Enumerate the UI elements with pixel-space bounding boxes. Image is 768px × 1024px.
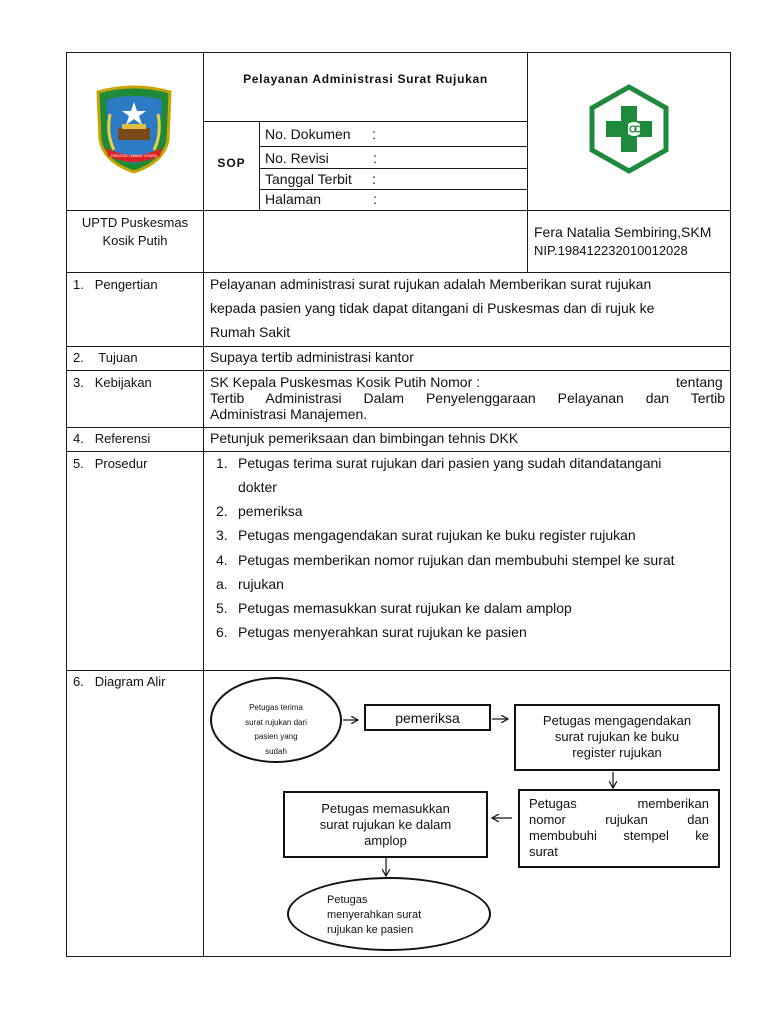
flow-text-line: Petugas xyxy=(529,796,577,811)
pengertian-line: Rumah Sakit xyxy=(210,324,291,340)
list-text: Petugas mengagendakan surat rujukan ke buku register rujukan xyxy=(238,527,636,543)
flow-text-line: surat xyxy=(529,844,558,859)
section-title: Referensi xyxy=(94,431,151,446)
doc-field-label: Tanggal Terbit xyxy=(265,171,352,187)
section-num: 5. xyxy=(73,456,84,471)
list-text: Petugas memasukkan surat rujukan ke dalam amplop xyxy=(238,600,572,616)
section-num: 1. xyxy=(73,277,84,292)
flow-text-line: nomor rujukan dan xyxy=(529,812,709,827)
list-marker: a. xyxy=(216,576,228,592)
list-marker: 4. xyxy=(216,552,228,568)
list-marker: 1. xyxy=(216,455,228,471)
list-text: Petugas menyerahkan surat rujukan ke pasien xyxy=(238,624,527,640)
flow-text-line: pemeriksa xyxy=(395,710,460,726)
list-marker: 2. xyxy=(216,503,228,519)
flow-text-line: rujukan ke pasien xyxy=(327,924,414,936)
flow-text-line: Petugas terima xyxy=(249,703,303,712)
doc-field-sep: : xyxy=(372,126,376,142)
flow-step-nomor xyxy=(518,789,720,868)
doc-field-sep: : xyxy=(372,171,376,187)
flow-text-line: surat rujukan dari xyxy=(245,717,307,727)
pengertian-line: Pelayanan administrasi surat rujukan adalah Memberikan surat rujukan xyxy=(210,276,652,292)
flow-text-line: sudah xyxy=(265,746,287,756)
flow-text-line: memberikan xyxy=(637,796,709,811)
list-marker: 3. xyxy=(216,527,228,543)
flow-text-line: register rujukan xyxy=(572,745,662,760)
section-title: Prosedur xyxy=(94,456,148,471)
list-marker: 5. xyxy=(216,600,228,616)
flow-step-amplop xyxy=(283,791,488,858)
pengertian-line: kepada pasien yang tidak dapat ditangani di Puskesmas dan di rujuk ke xyxy=(210,300,655,316)
unit-name: UPTD Puskesmas Kosik Putih xyxy=(81,215,189,248)
flow-step-agenda xyxy=(514,704,720,771)
doc-field-label: No. Dokumen xyxy=(265,126,351,142)
section-title: Kebijakan xyxy=(94,375,152,390)
list-text: rujukan xyxy=(238,576,284,592)
section-title: Pengertian xyxy=(94,277,158,292)
doc-field-label: Halaman xyxy=(265,191,322,207)
section-num: 3. xyxy=(73,375,84,390)
referensi-text: Petunjuk pemeriksaan dan bimbingan tehnis DKK xyxy=(210,430,519,446)
logo-ribbon-text: PADANG LAWAS UTARA xyxy=(111,153,157,158)
list-text: pemeriksa xyxy=(238,503,303,519)
flow-text-line: pasien yang xyxy=(254,732,298,741)
doc-field-sep: : xyxy=(373,191,377,207)
doc-field-label: No. Revisi xyxy=(265,150,329,166)
flow-text-line: Petugas xyxy=(327,894,368,906)
doc-field-sep: : xyxy=(373,150,377,166)
flow-text-line: amplop xyxy=(364,833,407,848)
section-title: Diagram Alir xyxy=(94,674,166,689)
flow-text-line: membubuhi stempel ke xyxy=(529,828,709,843)
signer-name: Fera Natalia Sembiring,SKM xyxy=(534,224,712,240)
list-text: Petugas memberikan nomor rujukan dan membubuhi stempel ke surat xyxy=(238,552,675,568)
sop-label: SOP xyxy=(217,156,246,170)
flow-text-line: Petugas memasukkan xyxy=(321,801,450,816)
flow-text-line: menyerahkan surat xyxy=(327,909,422,921)
section-num: 4. xyxy=(73,431,84,446)
kebijakan-line-3: Administrasi Manajemen. xyxy=(210,406,368,422)
section-num: 2. xyxy=(73,350,84,365)
flow-text-line: surat rujukan ke buku xyxy=(554,729,680,744)
flow-end-text xyxy=(327,893,421,938)
signer-nip: NIP.198412232010012028 xyxy=(534,243,688,258)
section-num: 6. xyxy=(73,674,84,689)
section-title: Tujuan xyxy=(98,350,138,365)
flow-text-row xyxy=(529,796,709,812)
list-text: Petugas terima surat rujukan dari pasien yang sudah ditandatangani xyxy=(238,455,662,471)
kebijakan-line-2: Tertib Administrasi Dalam Penyelenggaraan Pelayanan dan Tertib xyxy=(210,390,725,406)
list-marker: 6. xyxy=(216,624,228,640)
kebijakan-line-1-right: tentang xyxy=(676,374,723,390)
kebijakan-line-1: SK Kepala Puskesmas Kosik Putih Nomor : xyxy=(210,374,481,390)
tujuan-text: Supaya tertib administrasi kantor xyxy=(210,349,414,365)
flow-text-line: surat rujukan ke dalam xyxy=(319,817,452,832)
flow-start-text xyxy=(226,701,326,759)
page-title: Pelayanan Administrasi Surat Rujukan xyxy=(243,72,488,86)
list-text: dokter xyxy=(238,479,277,495)
flow-text-line: Petugas mengagendakan xyxy=(542,713,692,728)
flow-step-pemeriksa xyxy=(364,704,491,731)
